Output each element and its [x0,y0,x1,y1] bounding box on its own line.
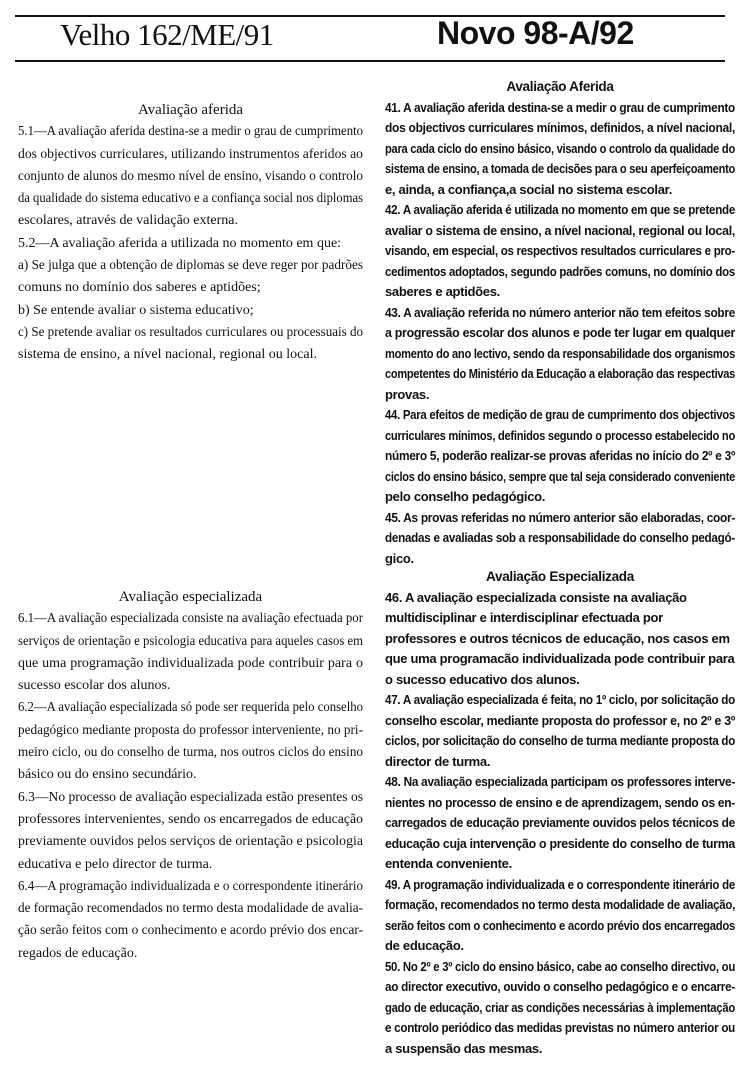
paragraph [18,876,363,965]
text-line: provas. [385,386,430,402]
old-section-especializada [18,586,363,965]
text-line: 41. A avaliação aferida destina-se a medir o grau de cumprimento [385,99,735,115]
text-line: b) Se entende avaliar o sistema educativo; [18,302,254,318]
paragraph [385,772,735,875]
paragraph [385,200,735,303]
text-line: escolares, através de validação externa. [18,213,238,229]
text-line: carregados de educação previamente ouvidos pelos técnicos de [385,815,735,830]
text-line: 45. As provas referidas no número anterior são elaboradas, coor- [385,509,735,525]
text-line: denadas e avaliadas sob a responsabilidade do conselho pedagó- [385,530,735,545]
text-line: formação, recomendados no termo desta modalidade de avaliação, [385,897,735,912]
text-line: o sucesso educativo dos alunos. [385,671,580,687]
text-line: a progressão escolar dos alunos e pode ter lugar em qualquer [385,325,735,340]
text-line: gico. [385,550,414,566]
paragraph [385,875,735,957]
text-line: educação cuja intervenção o presidente do conselho de turma [385,835,735,851]
paragraph [385,508,735,570]
text-line: professores e outros técnicos de educação, nos casos em [385,630,730,646]
text-line: 6.1—A avaliação especializada consiste na avaliação efectuada por [18,611,363,627]
section-heading: Avaliação Aferida [506,79,614,94]
text-line: 50. No 2º e 3º ciclo do ensino básico, cabe ao conselho directivo, ou [385,958,735,974]
text-line: ciclos do ensino básico, sempre que tal seja considerado conveniente [385,468,735,484]
text-line: 6.2—A avaliação especializada só pode ser requerida pelo conselho [18,700,363,716]
text-line: e controlo periódico das medidas previstas no número anterior ou [385,1020,735,1035]
text-line: visando, em especial, os respectivos resultados curriculares e pro- [385,243,735,258]
text-line: previamente ouvidos pelos serviços de orientação e psicologia [18,834,363,850]
text-line: gado de educação, criar as condições necessárias à implementação [385,999,735,1015]
text-line: e, ainda, a confiança,a social no sistema escolar. [385,181,673,197]
text-line: 6.3—No processo de avaliação especializada estão presentes os [18,789,363,805]
text-line: que uma programacão individualizada pode contribuir para [385,651,735,666]
text-line: meiro ciclo, ou do conselho de turma, nos outros ciclos do ensino [18,745,363,761]
text-line: comuns no domínio dos saberes e aptidões; [18,280,261,296]
text-line: curriculares mínimos, definidos segundo o processo estabelecido no [385,427,735,443]
text-line: sistema de ensino, a tomada de decisões para o seu aperfeiçoamento [385,161,735,176]
paragraph [18,255,363,300]
paragraph [18,787,363,876]
paragraph [18,608,363,697]
new-section-especializada [385,567,735,1059]
text-line: dos objectivos curriculares mínimos, definidos, a nível nacional, [385,120,735,135]
text-line: ao director executivo, ouvido o conselho pedagógico e o encarre- [385,979,735,994]
new-decree-title: Novo 98-A/92 [437,15,634,51]
text-line: de educação. [385,938,464,953]
text-line: a suspensão das mesmas. [385,1040,543,1056]
text-line: conselho escolar, mediante proposta do professor e, no 2º e 3º [385,712,735,728]
text-line: competentes do Ministério da Educação a elaboração das respectivas [385,366,735,381]
text-line: 44. Para efeitos de medição de grau de cumprimento dos objectivos [385,407,735,422]
text-line: professores intervenientes, sendo os encarregados de educação [18,811,363,827]
text-line: 49. A programação individualizada e o correspondente itinerário de [385,876,735,892]
text-line: serviços de orientação e psicologia educativa para aqueles casos em [18,633,363,649]
text-line: director de turma. [385,753,491,769]
text-line: número 5, poderão realizar-se provas aferidas no início do 2º e 3º [385,448,735,463]
text-line: de formação recomendados no termo desta modalidade de avalia- [18,901,363,917]
text-line: 5.2—A avaliação aferida a utilizada no momento em que: [18,235,342,251]
paragraph [385,98,735,201]
text-line: regados de educação. [18,945,138,961]
text-line: ciclos, por solicitação do conselho de turma mediante proposta do [385,733,735,748]
text-line: 42. A avaliação aferida é utilizada no momento em que se pretende [385,202,735,217]
section-heading: Avaliação Especializada [486,569,634,584]
paragraph [18,697,363,786]
text-line: dos objectivos curriculares, utilizando instrumentos aferidos ao [18,146,363,162]
paragraph [385,588,735,691]
text-line: 43. A avaliação referida no número anterior não tem efeitos sobre [385,304,735,320]
text-line: saberes e aptidões. [385,284,500,299]
text-line: 47. A avaliação especializada é feita, no 1º ciclo, por solicitação do [385,692,735,707]
text-line: pedagógico mediante proposta do professor interveniente, no pri- [18,722,363,738]
text-line: 6.4—A programação individualizada e o correspondente itinerário [18,878,363,894]
old-decree-title: Velho 162/ME/91 [60,17,274,52]
paragraph [18,121,363,232]
text-line: avaliar o sistema de ensino, a nível nacional, regional ou local, [385,222,735,238]
old-section-aferida [18,99,363,367]
text-line: básico ou do ensino secundário. [18,767,197,783]
new-section-aferida [385,77,735,569]
section-heading: Avaliação aferida [137,102,244,118]
text-line: da qualidade do sistema educativo e a confiança social nos diplomas [18,191,363,207]
text-line: que uma programação individualizada pode contribuir para o [18,655,363,671]
text-line: pelo conselho pedagógico. [385,489,546,504]
text-line: sucesso escolar dos alunos. [18,678,171,694]
text-line: a) Se julga que a obtenção de diplomas se deve reger por padrões [18,258,363,274]
text-line: multidisciplinar e interdisciplinar efectuada por [385,610,663,625]
text-line: nientes no processo de ensino e de aprendizagem, sendo os en- [385,794,735,810]
paragraph [385,303,735,406]
paragraph [385,957,735,1060]
paragraph [385,690,735,772]
text-line: educativa e pelo director de turma. [18,856,213,872]
paragraph [18,322,363,367]
text-line: momento do ano lectivo, sendo da responsabilidade dos organismos [385,345,735,361]
paragraph [18,233,363,255]
text-line: serão feitos com o conhecimento e acordo prévio dos encarregados [385,917,735,933]
text-line: para cada ciclo do ensino básico, visando o controlo da qualidade do [385,140,735,156]
text-line: c) Se pretende avaliar os resultados curriculares ou processuais do [18,324,363,340]
text-line: ção serão feitos com o conhecimento e acordo prévio dos encar- [18,923,363,939]
text-line: sistema de ensino, a nível nacional, regional ou local. [18,347,317,363]
paragraph [18,300,363,322]
text-line: entenda conveniente. [385,856,512,871]
text-line: 46. A avaliação especializada consiste na avaliação [385,589,687,605]
text-line: cedimentos adoptados, segundo padrões comuns, no domínio dos [385,263,735,279]
header-bottom-rule [15,60,725,62]
text-line: conjunto de alunos do mesmo nível de ensino, visando o controlo [18,168,363,184]
text-line: 5.1—A avaliação aferida destina-se a medir o grau de cumprimento [18,124,363,140]
section-heading: Avaliação especializada [118,589,263,605]
paragraph [385,405,735,508]
text-line: 48. Na avaliação especializada participam os professores interve- [385,774,735,789]
